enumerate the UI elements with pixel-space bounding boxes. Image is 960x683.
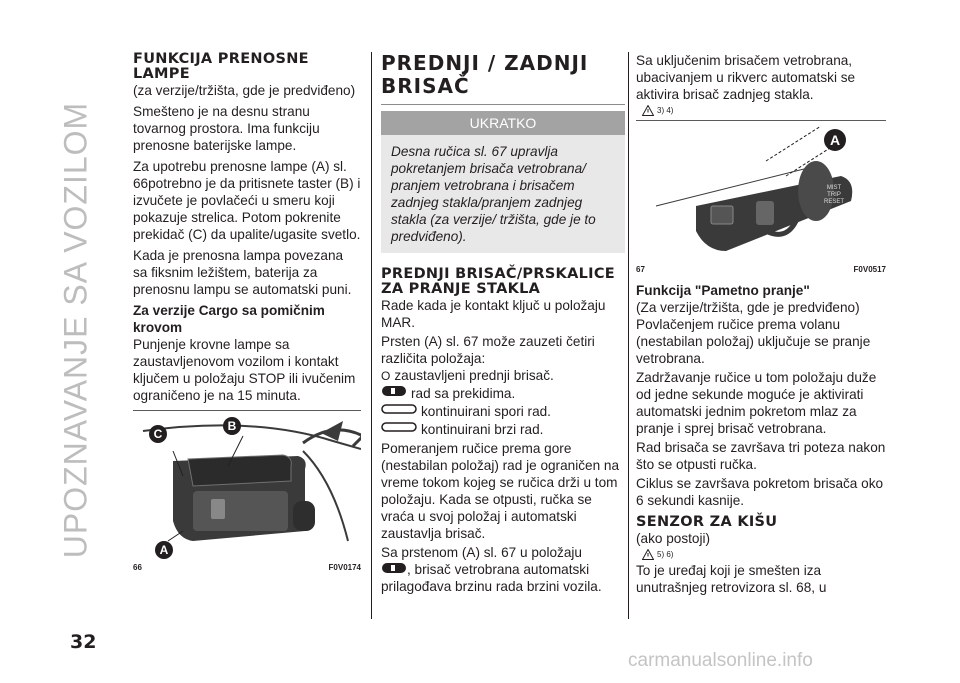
wiper-fast-icon <box>381 420 417 438</box>
portable-lamp-illustration <box>133 411 361 561</box>
column-right <box>636 52 886 596</box>
figure-label-a: A <box>824 129 846 151</box>
column-separator <box>371 52 372 619</box>
section-subheading: (Za verzije/tržišta, gde je predviđeno) <box>636 300 860 315</box>
section-heading: SENZOR ZA KIŠU <box>636 514 778 530</box>
stalk-trip-label: TRIP <box>827 192 841 198</box>
paragraph: Punjenje krovne lampe sa zaustavljenovom vozilom i kontakt ključem u položaju STOP ili ivučenim ograničeno je na 15 minuta. <box>133 337 356 403</box>
section-heading: FUNKCIJA PRENOSNE LAMPE <box>133 51 309 82</box>
list-item-text: zaustavljeni prednji brisač. <box>394 368 554 383</box>
list-item-text: rad sa prekidima. <box>411 385 516 401</box>
warning-numbers: 5) 6) <box>657 550 674 559</box>
section-heading: PREDNJI BRISAČ/PRSKALICE ZA PRANJE STAKLA <box>381 266 615 297</box>
paragraph: Pomeranjem ručice prema gore (nestabilan položaj) rad je ograničen na vreme tokom kojeg se ručica drži u tom položaju. Kada se otpusti, ručka se vraća u svoj položaj i automatski zaustavlja brisač. <box>381 441 620 541</box>
list-item <box>381 367 625 384</box>
figure-number: 66 <box>133 563 142 572</box>
figure-code: F0V0517 <box>853 265 886 274</box>
stalk-mist-label: MIST <box>826 185 842 191</box>
footer-watermark: carmanualsonline.info <box>628 650 813 671</box>
paragraph: Ciklus se završava pokretom brisača oko 6 sekundi kasnije. <box>636 476 884 508</box>
paragraph: Rade kada je kontakt ključ u položaju MAR. <box>381 298 606 330</box>
list-item-text: kontinuirani brzi rad. <box>421 421 544 437</box>
paragraph: Zadržavanje ručice u tom položaju duže od jedne sekunde moguće je aktivirati automatski jednim pokretom mlaz za pranje i sprej brisač vetrobrana. <box>636 370 877 436</box>
figure-number: 67 <box>636 265 645 274</box>
warning-reference <box>642 105 886 116</box>
figure-label-b: B <box>223 417 241 435</box>
wiper-stalk-illustration <box>636 121 886 263</box>
paragraph-end: , brisač vetrobrana automatski prilagođava brzinu rada brzini vozila. <box>381 562 602 594</box>
heading-rule <box>381 104 625 105</box>
stalk-reset-label: RESET <box>824 199 845 205</box>
page-number: 32 <box>70 631 97 653</box>
wiper-interval-icon <box>381 384 407 402</box>
figure-67 <box>636 121 886 263</box>
stalk-markings <box>824 185 844 206</box>
paragraph: Kada je prenosna lampa povezana sa fiksnim ležištem, baterija za prenosnu lampu se automatski puni. <box>133 248 352 297</box>
figure-label-a: A <box>155 541 173 559</box>
paragraph: Prsten (A) sl. 67 može zauzeti četiri različita položaja: <box>381 334 595 366</box>
list-item <box>381 420 625 438</box>
side-section-title: UPOZNAVANJE SA VOZILOM <box>57 101 94 559</box>
figure-caption <box>133 563 361 572</box>
figure-66 <box>133 411 361 561</box>
list-item <box>381 402 625 420</box>
paragraph: Rad brisača se završava tri poteza nakon što se otpusti ručka. <box>636 440 886 472</box>
paragraph-start: Sa prstenom (A) sl. 67 u položaju <box>381 545 582 560</box>
section-subheading: (ako postoji) <box>636 531 711 546</box>
figure-code: F0V0174 <box>328 563 361 572</box>
wiper-auto-icon <box>381 562 407 574</box>
main-heading: PREDNJI / ZADNJI BRISAČ <box>381 51 589 98</box>
paragraph: To je uređaj koji je smešten iza unutrašnjeg retrovizora sl. 68, u <box>636 563 827 595</box>
paragraph: Povlačenjem ručice prema volanu (nestabilan položaj) uključuje se pranje vetrobrana. <box>636 317 871 366</box>
subsection-heading: Funkcija "Pametno pranje" <box>636 283 810 298</box>
paragraph <box>381 544 625 595</box>
figure-label-c: C <box>149 425 167 443</box>
paragraph: Sa uključenim brisačem vetrobrana, ubacivanjem u rikverc automatski se aktivira brisač zadnjeg stakla. <box>636 53 856 102</box>
warning-numbers: 3) 4) <box>657 106 674 115</box>
wiper-slow-icon <box>381 402 417 420</box>
warning-triangle-icon <box>642 105 654 116</box>
summary-box <box>381 135 625 253</box>
list-item-text: kontinuirani spori rad. <box>421 403 551 419</box>
section-subheading: (za verzije/tržišta, gde je predviđeno) <box>133 83 356 98</box>
subsection-heading: Za verzije Cargo sa pomičnim krovom <box>133 303 325 335</box>
paragraph: Smešteno je na desnu stranu tovarnog prostora. Ima funkciju prenosne baterijske lampe. <box>133 104 320 153</box>
list-item <box>381 384 625 402</box>
paragraph: Za upotrebu prenosne lampe (A) sl. 66potrebno je da pritisnete taster (B) i izvučete je povlačeći u smeru koji pokazuje strelica. Potom pokrenite prekidač (C) da upalite/ugasite svetlo. <box>133 159 361 242</box>
warning-triangle-icon <box>642 549 654 560</box>
summary-label: UKRATKO <box>381 111 625 135</box>
warning-reference <box>642 549 886 560</box>
column-left <box>133 52 361 572</box>
column-middle <box>381 52 625 595</box>
figure-caption <box>636 265 886 274</box>
column-separator <box>628 52 629 619</box>
wiper-off-symbol: O <box>381 368 391 383</box>
summary-text: Desna ručica sl. 67 upravlja pokretanjem brisača vetrobrana/ pranjem vetrobrana i brisačem zadnjeg stakla/pranjem zadnjeg stakla (za verzije/ tržišta, gde je to predviđeno). <box>391 144 596 244</box>
